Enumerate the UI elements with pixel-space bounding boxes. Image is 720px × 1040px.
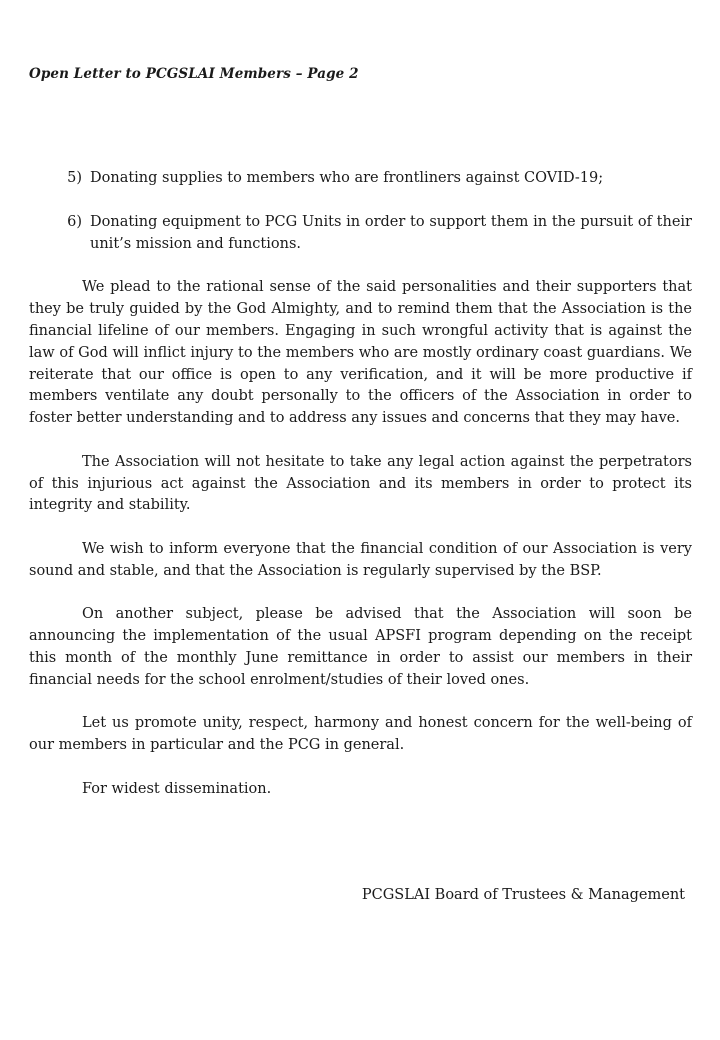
paragraph-plea: We plead to the rational sense of the said personalities and their supporters that they be truly guided by the God Almighty, and to remind them that the Association is the financial lifeline of our members. Engaging in such wrongful activity that is against the law of God will inflict injury to the members who are mostly ordinary coast guardians. We reiterate that our office is open to any verification, and it will be more productive if members ventilate any doubt personally to the officers of the Association in order to foster better understanding and to address any issues and concerns that they may have.	[29, 279, 692, 427]
paragraph-dissemination: For widest dissemination.	[82, 780, 272, 797]
paragraph-unity: Let us promote unity, respect, harmony and honest concern for the well-being of our members in particular and the PCG in general.	[29, 715, 692, 754]
paragraph-legal-action: The Association will not hesitate to take any legal action against the perpetrators of this injurious act against the Association and its members in order to protect its integrity and stability.	[29, 453, 692, 514]
list-item-number: 5)	[67, 170, 82, 186]
list-item	[29, 168, 692, 190]
paragraph-apsfi-program: On another subject, please be advised that the Association will soon be announcing the implementation of the usual APSFI program depending on the receipt this month of the monthly June remittance in order to assist our members in their financial needs for the school enrolment/studies of their loved ones.	[29, 606, 692, 688]
page-header: Open Letter to PCGSLAI Members – Page 2	[29, 66, 359, 82]
letter-body	[29, 168, 692, 822]
list-item-text: Donating supplies to members who are frontliners against COVID-19;	[90, 170, 604, 186]
signature: PCGSLAI Board of Trustees & Management	[361, 887, 685, 903]
list-item-text: Donating equipment to PCG Units in order to support them in the pursuit of their unit’s mission and functions.	[90, 213, 692, 252]
list-item	[29, 212, 692, 256]
list-item-number: 6)	[67, 213, 82, 230]
paragraph-financial-condition: We wish to inform everyone that the financial condition of our Association is very sound and stable, and that the Association is regularly supervised by the BSP.	[29, 540, 692, 579]
